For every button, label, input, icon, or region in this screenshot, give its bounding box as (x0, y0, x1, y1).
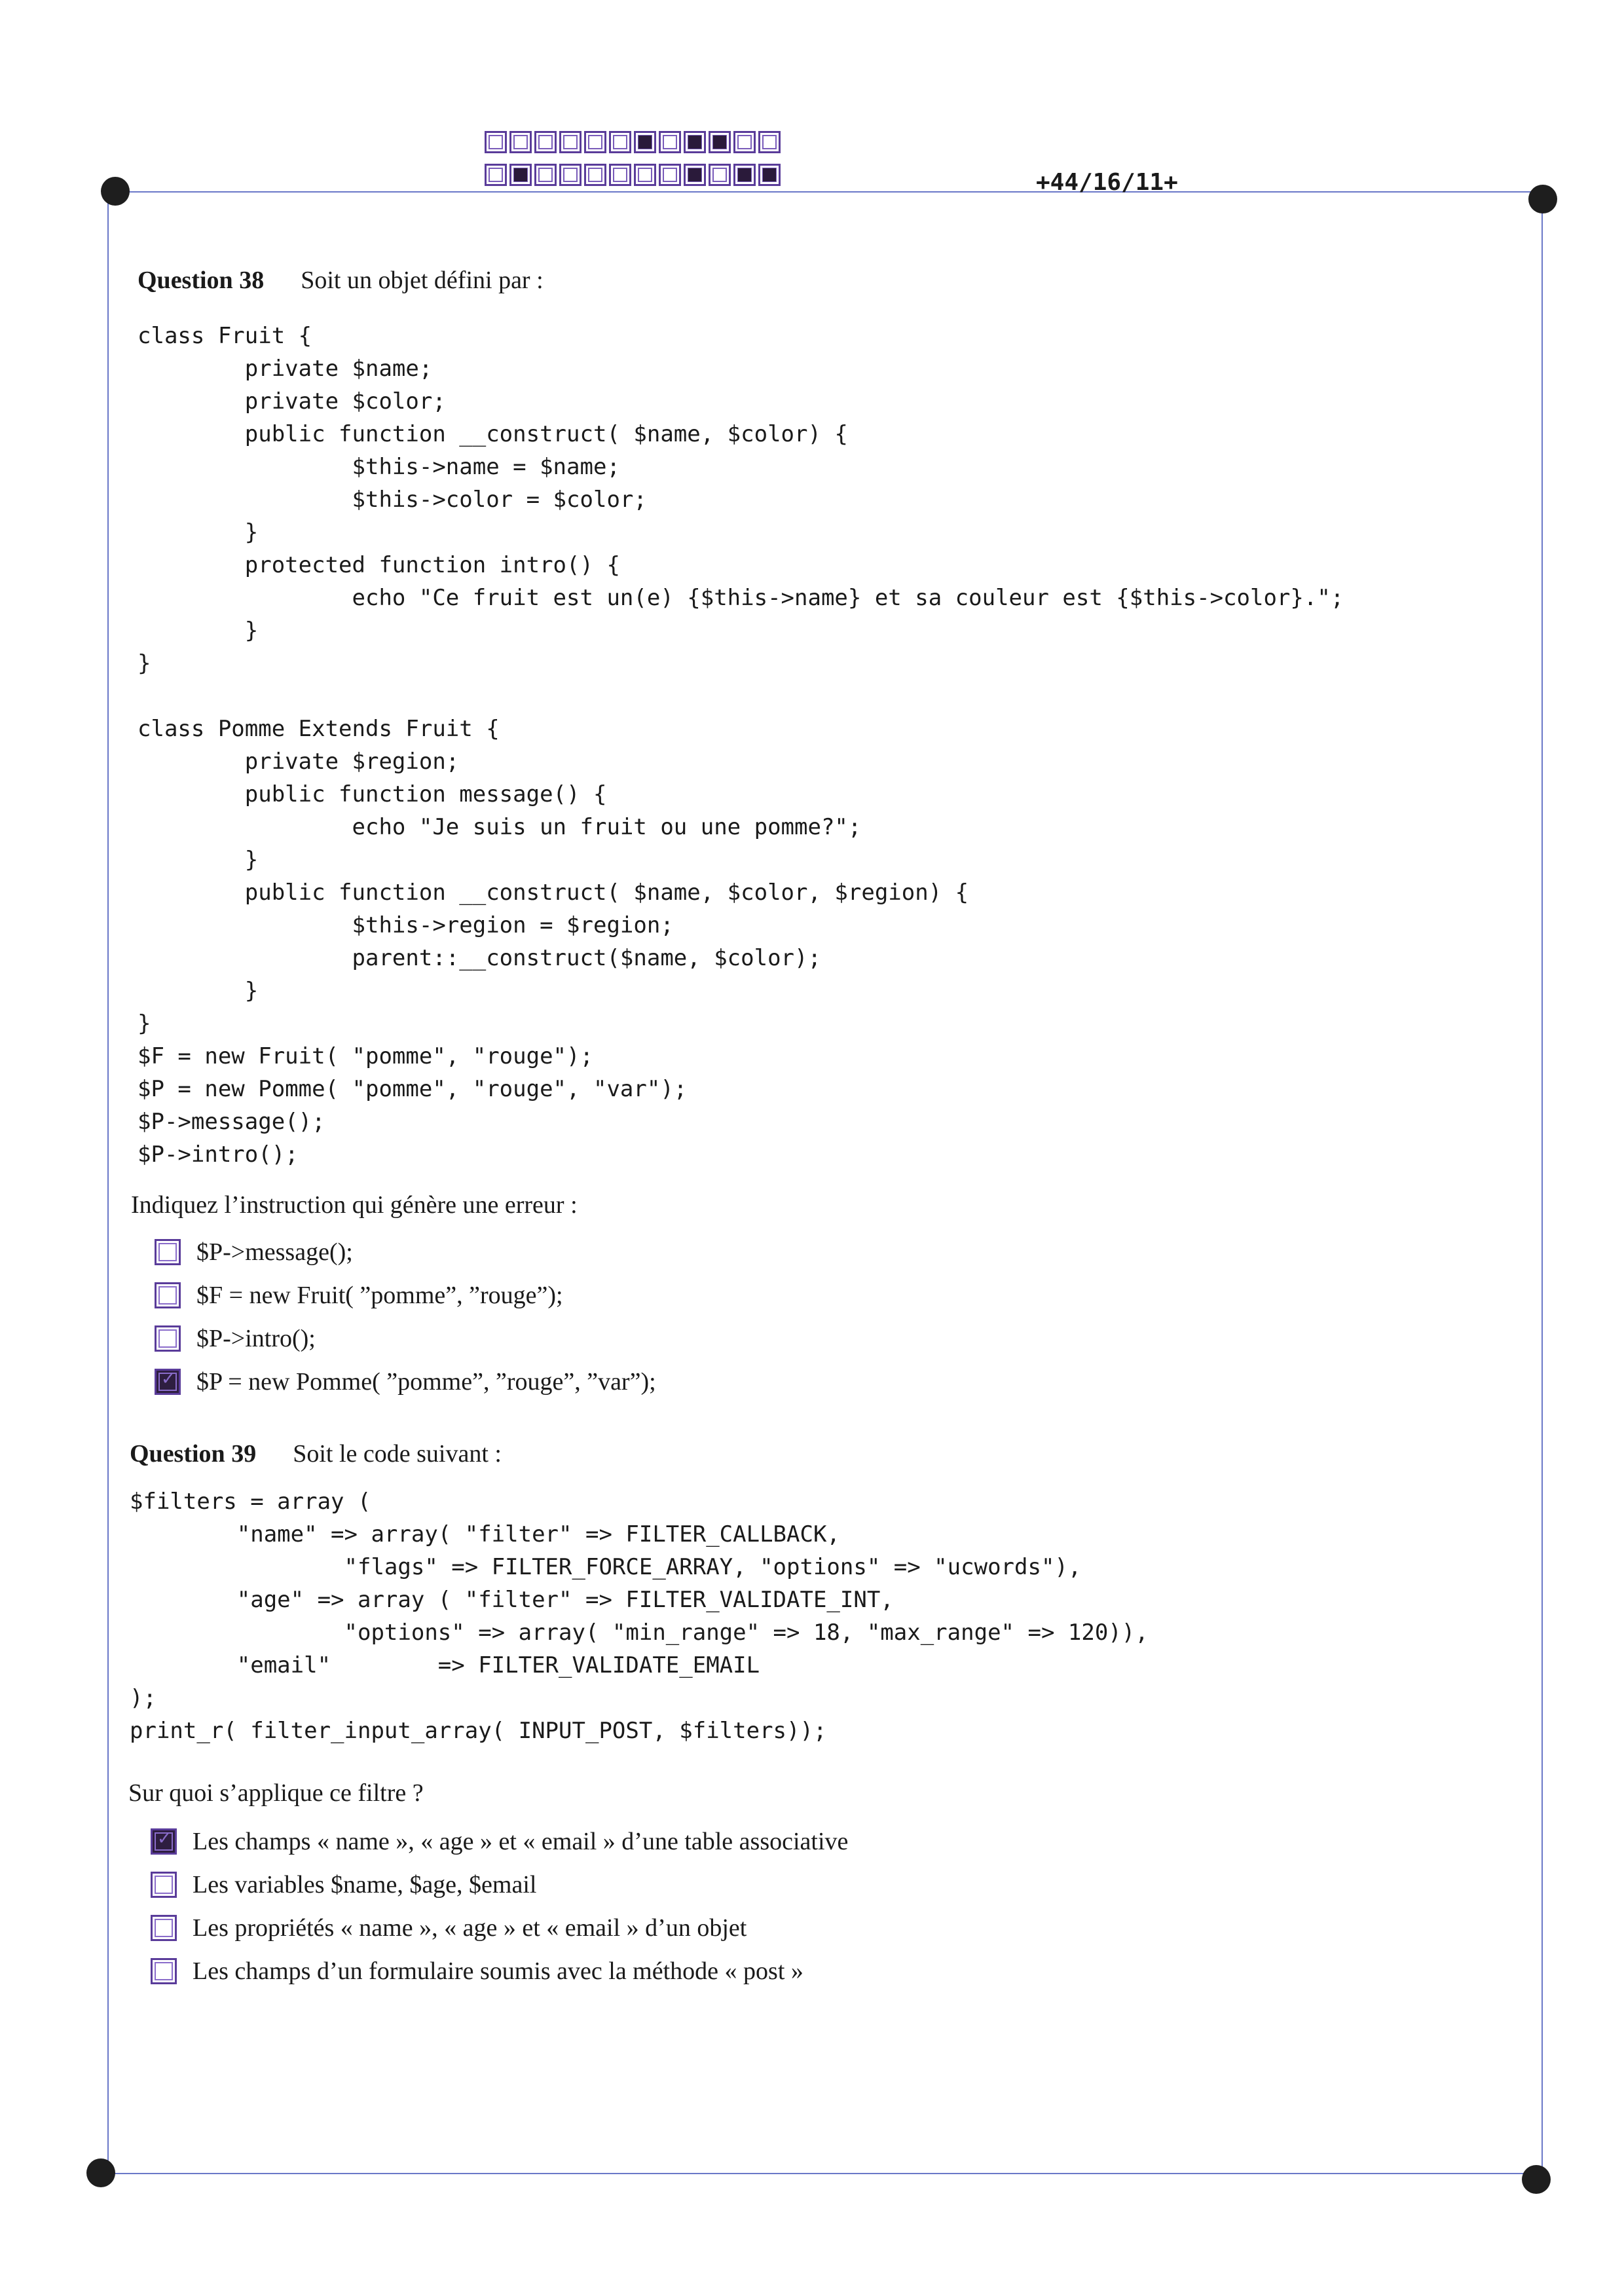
code-box (509, 131, 532, 153)
page-id: +44/16/11+ (1036, 169, 1178, 196)
code-box (758, 131, 781, 153)
code-box (709, 164, 731, 186)
corner-mark-top-right (1528, 185, 1557, 213)
answer-choice[interactable] (151, 1957, 803, 1986)
checked-checkbox[interactable] (151, 1828, 177, 1855)
code-box (534, 131, 557, 153)
code-box (634, 131, 656, 153)
frame-right-line (1541, 196, 1543, 2173)
question-39-code: $filters = array ( "name" => array( "filter" => FILTER_CALLBACK, "flags" => FILTER_FORCE_ARRAY, "options" => "ucwords"), "age" => array ( "filter" => FILTER_VALIDATE_INT, "options" => array( "min_range" => 18, "max_range" => 120)), "email" => FILTER_VALIDATE_EMAIL ); print_r( filter_input_array( INPUT_POST, $filters)); (130, 1489, 1149, 1744)
code-box (584, 164, 606, 186)
question-number: Question 39 (130, 1440, 257, 1468)
question-intro: Soit un objet défini par : (301, 267, 544, 294)
code-box (733, 131, 756, 153)
answer-label: Les variables $name, $age, $email (193, 1871, 537, 1898)
frame-top-line (115, 191, 1543, 193)
frame-bottom-line (100, 2173, 1536, 2174)
checkbox[interactable] (155, 1325, 181, 1352)
frame-left-line (107, 191, 109, 2173)
answer-choice[interactable] (155, 1281, 563, 1310)
answer-choice[interactable] (155, 1238, 353, 1267)
corner-mark-top-left (101, 177, 130, 206)
answer-label: $P->intro(); (196, 1325, 316, 1352)
question-number: Question 38 (138, 267, 265, 294)
code-box (559, 131, 581, 153)
answer-choice[interactable] (151, 1914, 747, 1942)
code-box (609, 131, 631, 153)
code-box (584, 131, 606, 153)
answer-label: $F = new Fruit( ”pomme”, ”rouge”); (196, 1282, 563, 1309)
code-box (758, 164, 781, 186)
answer-choice[interactable] (151, 1870, 536, 1899)
question-38-header (138, 266, 544, 295)
code-box (509, 164, 532, 186)
question-intro: Soit le code suivant : (293, 1440, 502, 1468)
question-39-prompt: Sur quoi s’applique ce filtre ? (128, 1779, 424, 1807)
code-box (609, 164, 631, 186)
code-box (485, 131, 507, 153)
code-box (709, 131, 731, 153)
code-box (684, 131, 706, 153)
checkbox[interactable] (151, 1872, 177, 1898)
checkbox[interactable] (155, 1239, 181, 1265)
question-38-code: class Fruit { private $name; private $color; public function __construct( $name, $color) { $this->name = $name; $this->color = $color; } protected function intro() { echo "Ce fruit est un(e) {$this->name} et sa couleur est {$this->color}."; } } class Pomme Extends Fruit { private $region; public function message() { echo "Je suis un fruit ou une pomme?"; } public function __construct( $name, $color, $region) { $this->region = $region; parent::__construct($name, $color); } } $F = new Fruit( "pomme", "rouge"); $P = new Pomme( "pomme", "rouge", "var"); $P->message(); $P->intro(); (138, 323, 1344, 1168)
answer-choice[interactable] (155, 1367, 656, 1396)
code-box (659, 131, 681, 153)
corner-mark-bottom-right (1522, 2165, 1551, 2194)
question-38-prompt: Indiquez l’instruction qui génère une erreur : (131, 1191, 578, 1219)
answer-choice[interactable] (155, 1324, 316, 1353)
code-box (634, 164, 656, 186)
code-box (733, 164, 756, 186)
code-box (684, 164, 706, 186)
code-box (659, 164, 681, 186)
answer-label: Les propriétés « name », « age » et « email » d’un objet (193, 1914, 747, 1942)
corner-mark-bottom-left (86, 2158, 115, 2187)
answer-label: Les champs d’un formulaire soumis avec la méthode « post » (193, 1957, 803, 1985)
page-code-row-2 (485, 164, 781, 186)
answer-label: $P = new Pomme( ”pomme”, ”rouge”, ”var”); (196, 1368, 656, 1396)
answer-label: Les champs « name », « age » et « email » d’une table associative (193, 1828, 849, 1855)
checkbox[interactable] (155, 1282, 181, 1308)
checkbox[interactable] (151, 1958, 177, 1984)
checkbox[interactable] (151, 1915, 177, 1941)
question-39-header (130, 1439, 502, 1468)
checked-checkbox[interactable] (155, 1369, 181, 1395)
code-box (485, 164, 507, 186)
answer-choice[interactable] (151, 1827, 848, 1856)
answer-label: $P->message(); (196, 1238, 353, 1266)
page-code-row-1 (485, 131, 781, 153)
code-box (559, 164, 581, 186)
code-box (534, 164, 557, 186)
